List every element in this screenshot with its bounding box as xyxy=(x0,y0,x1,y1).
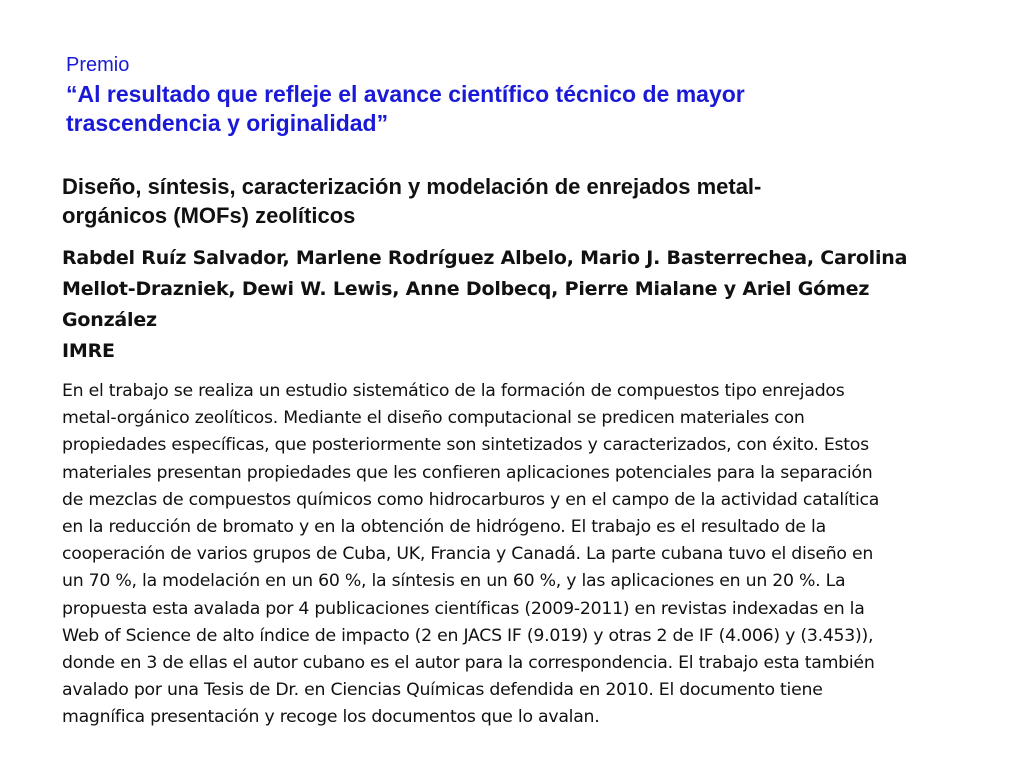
authors-block xyxy=(62,243,942,367)
institution-name: IMRE xyxy=(62,340,115,362)
project-title-line: orgánicos (MOFs) zeolíticos xyxy=(62,203,356,228)
premio-quote xyxy=(66,80,946,138)
abstract-line: cooperación de varios grupos de Cuba, UK, Francia y Canadá. La parte cubana tuvo el diseño en xyxy=(62,544,874,565)
abstract-line: materiales presentan propiedades que les confieren aplicaciones potenciales para la separación xyxy=(62,462,873,483)
authors-line: González xyxy=(62,309,157,331)
authors-line: Mellot-Drazniek, Dewi W. Lewis, Anne Dolbecq, Pierre Mialane y Ariel Gómez xyxy=(62,278,870,300)
abstract-line: avalado por una Tesis de Dr. en Ciencias Químicas defendida en 2010. El documento tiene xyxy=(62,680,823,701)
authors-line: Rabdel Ruíz Salvador, Marlene Rodríguez Albelo, Mario J. Basterrechea, Carolina xyxy=(62,247,908,269)
premio-label: Premio xyxy=(66,54,130,76)
abstract-line: donde en 3 de ellas el autor cubano es el autor para la correspondencia. El trabajo esta también xyxy=(62,653,875,674)
abstract-line: en la reducción de bromato y en la obtención de hidrógeno. El trabajo es el resultado de la xyxy=(62,517,826,538)
abstract-line: propuesta esta avalada por 4 publicaciones científicas (2009-2011) en revistas indexadas en la xyxy=(62,598,865,619)
premio-quote-line: “Al resultado que refleje el avance científico técnico de mayor xyxy=(66,81,745,107)
abstract-line: magnífica presentación y recoge los documentos que lo avalan. xyxy=(62,707,600,728)
premio-header xyxy=(66,52,946,138)
abstract-paragraph xyxy=(62,378,962,732)
abstract-line: Web of Science de alto índice de impacto (2 en JACS IF (9.019) y otras 2 de IF (4.006) y (3.453)), xyxy=(62,625,874,646)
abstract-line: propiedades específicas, que posteriormente son sintetizados y caracterizados, con éxito. Estos xyxy=(62,435,869,456)
premio-quote-line: trascendencia y originalidad” xyxy=(66,110,389,136)
abstract-line: metal-orgánico zeolíticos. Mediante el diseño computacional se predicen materiales con xyxy=(62,408,805,429)
abstract-line: de mezclas de compuestos químicos como hidrocarburos y en el campo de la actividad catalítica xyxy=(62,489,880,510)
project-title xyxy=(62,172,962,230)
abstract-line: un 70 %, la modelación en un 60 %, la síntesis en un 60 %, y las aplicaciones en un 20 %. La xyxy=(62,571,846,592)
project-title-line: Diseño, síntesis, caracterización y modelación de enrejados metal- xyxy=(62,174,762,199)
abstract-line: En el trabajo se realiza un estudio sistemático de la formación de compuestos tipo enrejados xyxy=(62,381,845,401)
